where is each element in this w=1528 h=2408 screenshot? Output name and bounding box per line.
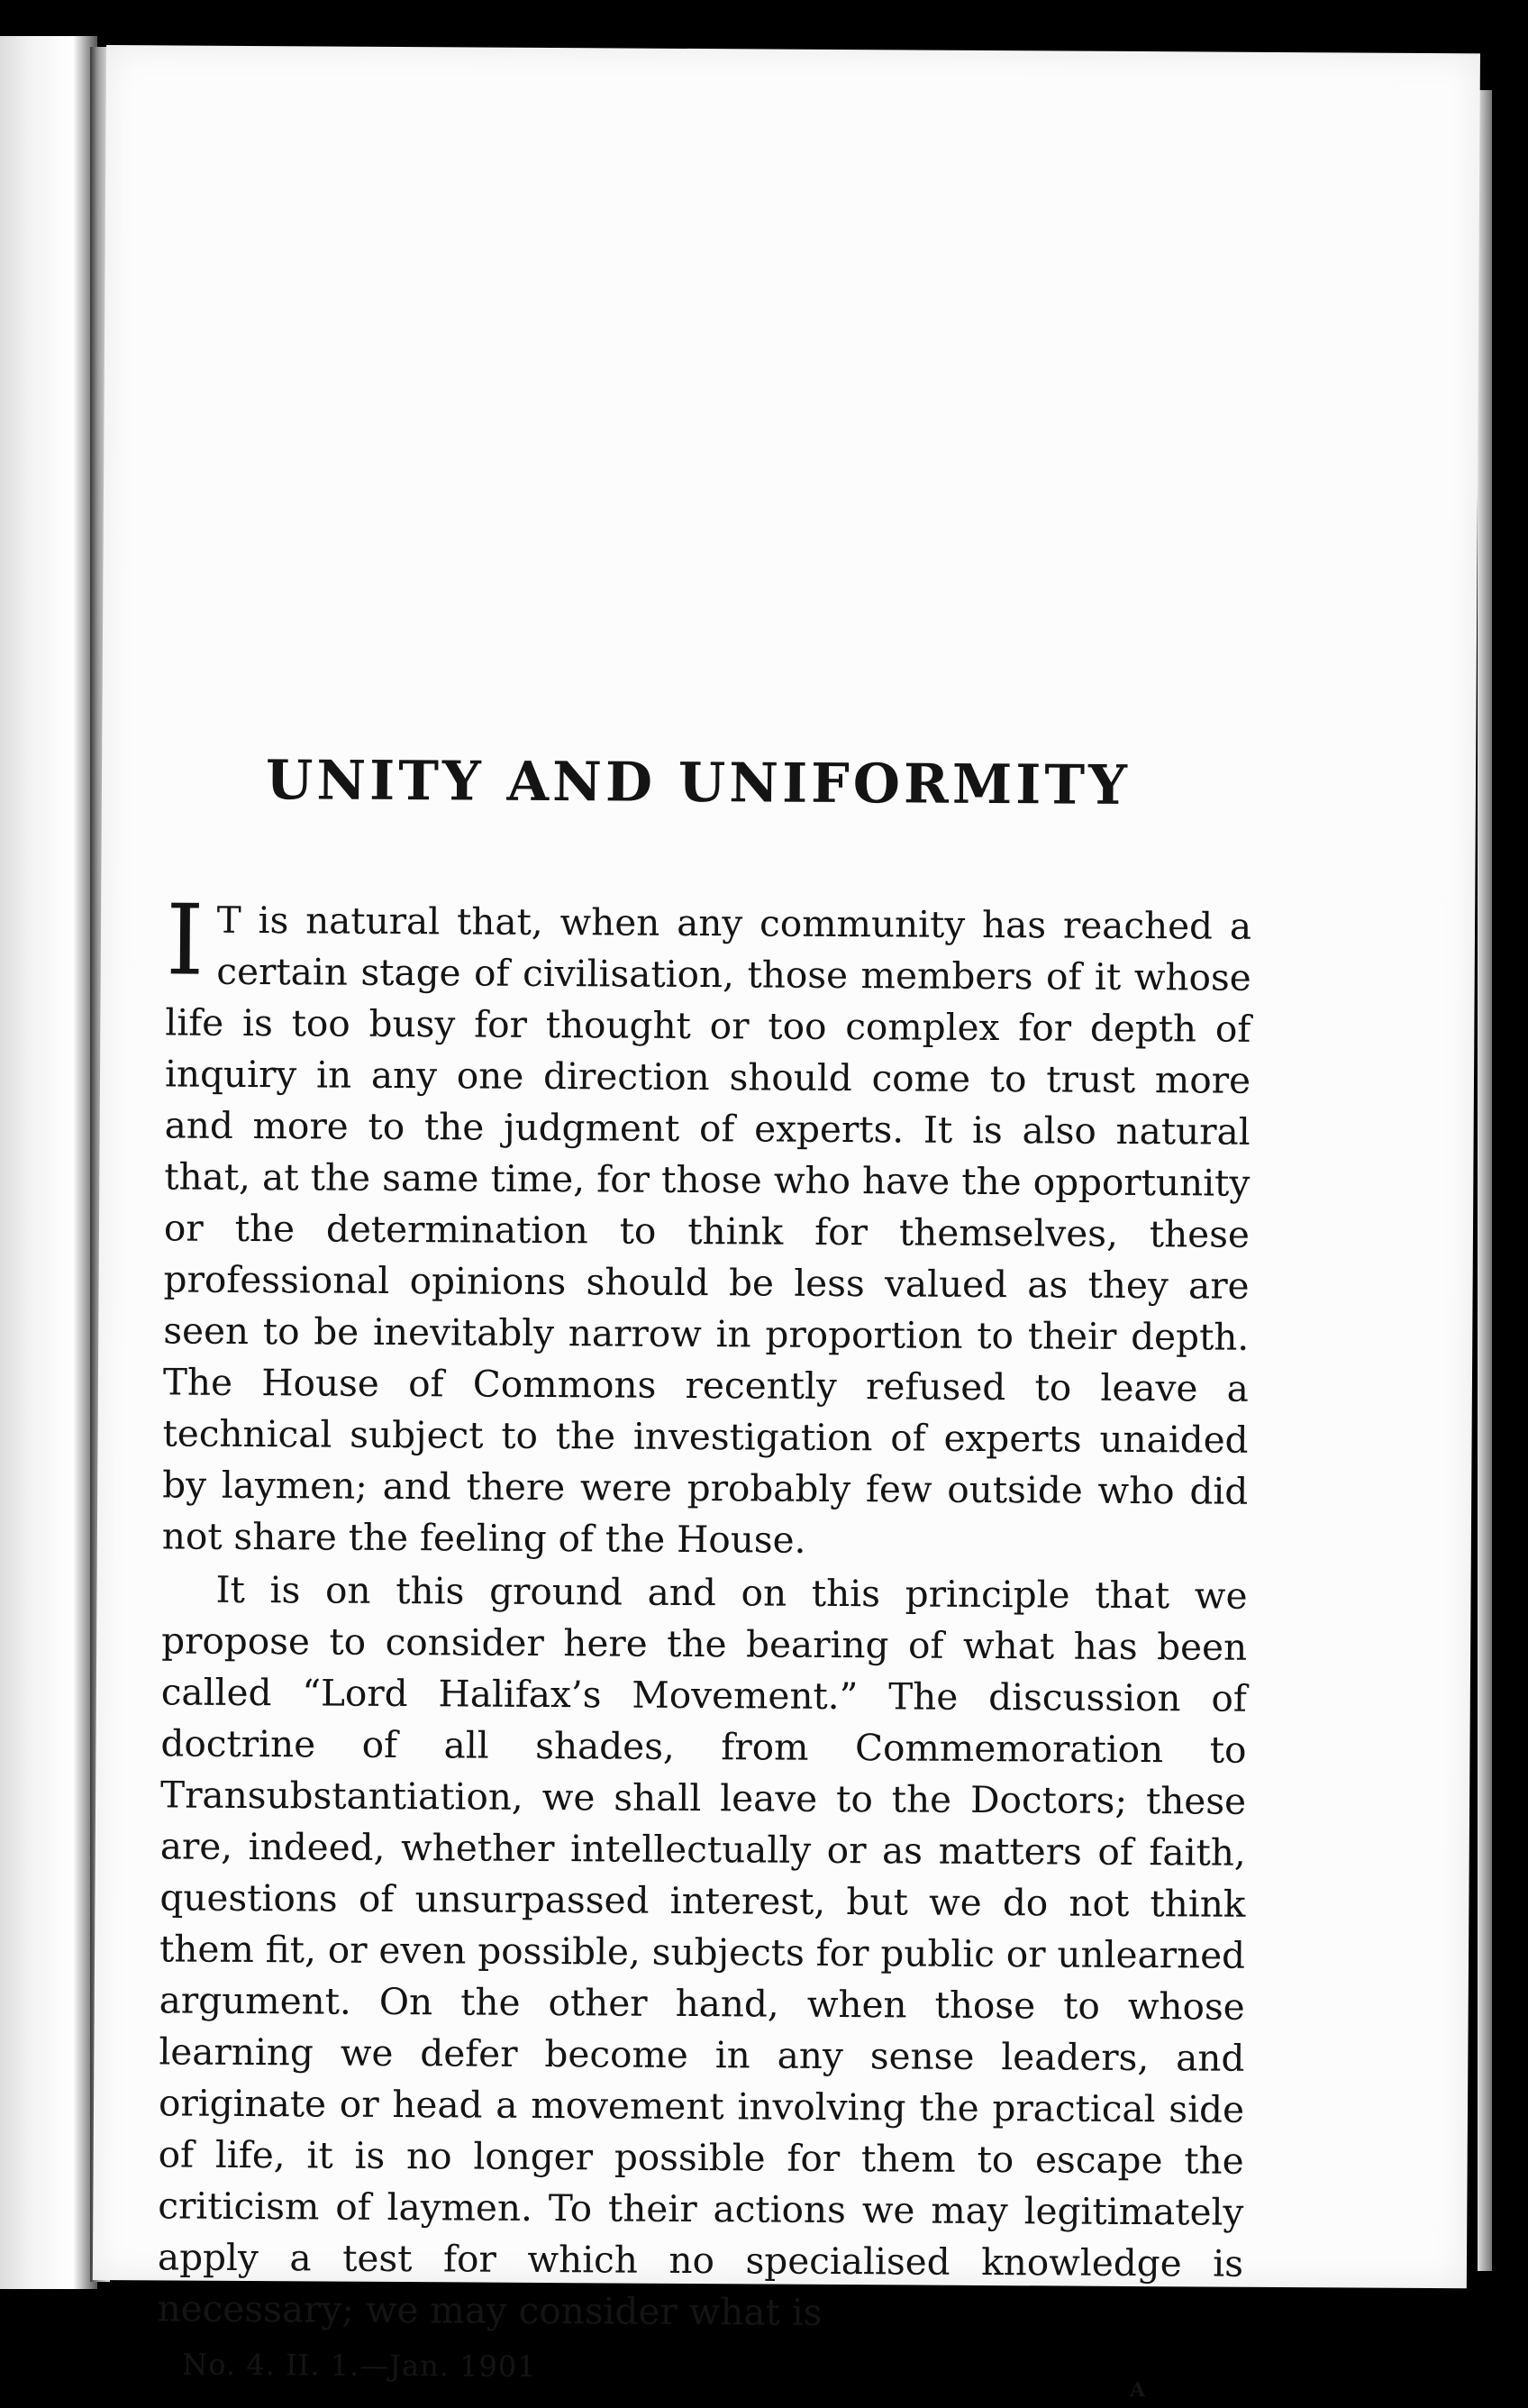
page-right-edge — [1478, 90, 1492, 2271]
book-page — [93, 45, 1480, 2403]
signature-mark: A — [1130, 2377, 1146, 2403]
facing-page-edge — [0, 36, 97, 2289]
article-title: UNITY AND UNIFORMITY — [265, 749, 1132, 817]
article-body — [157, 748, 1252, 2403]
issue-signature: No. 4. II. 1.—Jan. 1901 — [182, 2347, 537, 2384]
paragraph-1-text: T is natural that, when any community has reached a certain stage of civilisation, those members of it whose life is too busy for thought or too complex for depth of inquiry in any one direction should come to trust more and more to the judgment of experts. It is also natural that, at the same time, for those who have the opportunity or the determination to think for themselves, these professional opinions should be less valued as they are seen to be inevitably narrow in proportion to their depth. The House of Commons recently refused to leave a technical subject to the investigation of experts unaided by laymen; and there were probably few outside who did not share the feeling of the House. — [161, 898, 1252, 1562]
page-footer — [157, 2347, 1242, 2403]
paragraph-2: It is on this ground and on this principle that we propose to consider here the bearing of what has been called “Lord Halifax’s Movement.” The discussion of doctrine of all shades, from Commemoration to Transubstantiation, we shall leave to the Doctors; these are, indeed, whether intellectually or as matters of faith, questions of unsurpassed interest, but we do not think them fit, or even possible, subjects for public or unlearned argument. On the other hand, when those to whose learning we defer become in any sense leaders, and originate or head a movement involving the practical side of life, it is no longer possible for them to escape the criticism of laymen. To their actions we may legitimately apply a test for which no specialised knowledge is necessary; we may consider what is — [157, 1567, 1248, 2334]
paragraph-1 — [161, 884, 1252, 1568]
drop-cap: I — [165, 884, 205, 998]
